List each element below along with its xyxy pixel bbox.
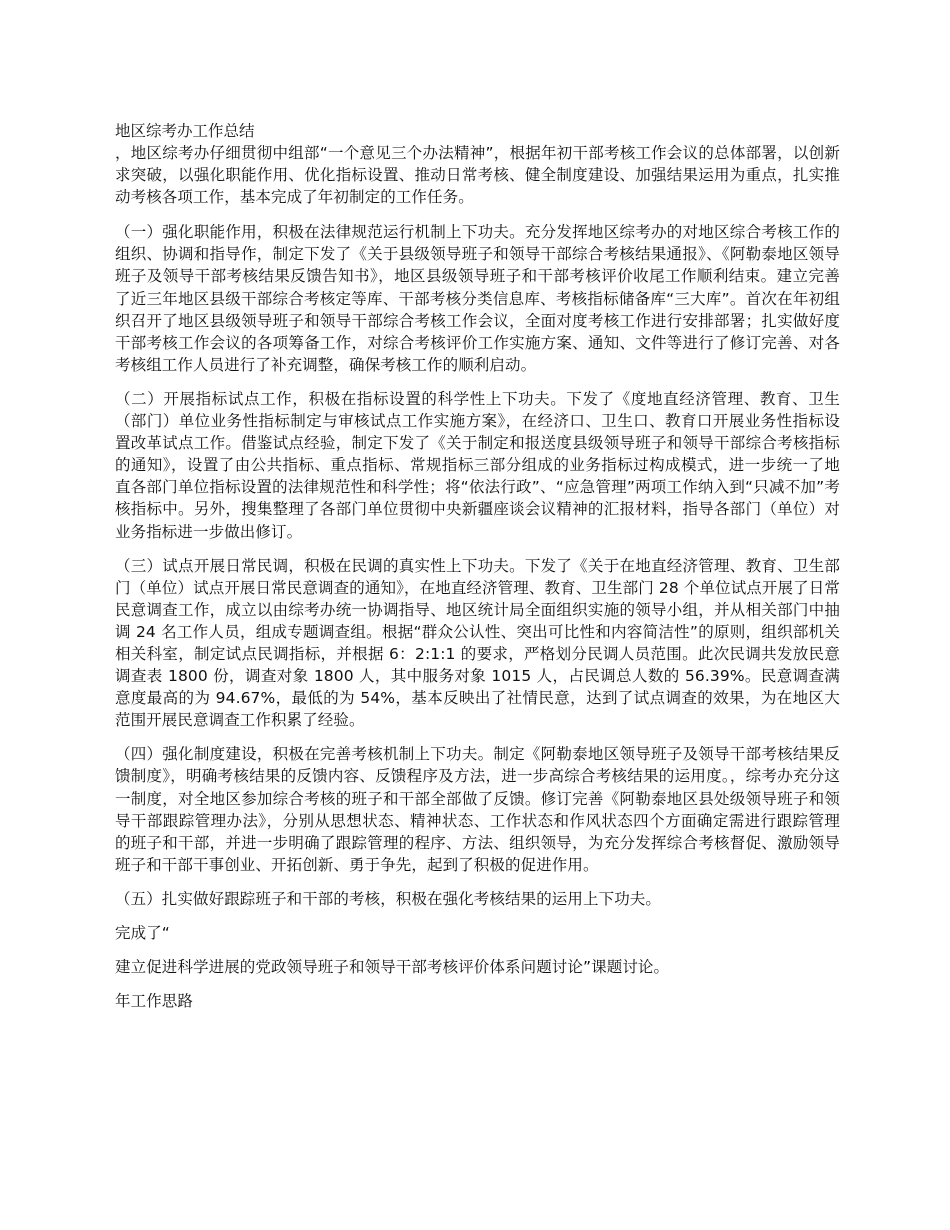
document-title: 地区综考办工作总结 [115, 122, 255, 140]
paragraph-next-year: 年工作思路 [115, 992, 194, 1011]
paragraph-section-1: （一）强化职能作用，积极在法律规范运行机制上下功夫。充分发挥地区综考办的对地区综合考核工作的组织、协调和指导作，制定下发了《关于县级领导班子和领导干部综合考核结果通报》、《阿勒泰地区领导班子及领导干部考核结果反馈告知书》，地区县级领导班子和干部考核评价收尾工作顺利结束。建立完善了近三年地区县级干部综合考核定等库、干部考核分类信息库、考核指标储备库“三大库”。首次在年初组织召开了地区县级领导班子和领导干部综合考核工作会议，全面对度考核工作进行安排部署；扎实做好度干部考核工作会议的各项筹备工作，对综合考核评价工作实施方案、通知、文件等进行了修订完善、对各考核组工作人员进行了补充调整，确保考核工作的顺利启动。 [115, 223, 840, 374]
document-page [115, 120, 840, 1012]
paragraph-completed: 完成了“ [115, 924, 170, 942]
paragraph-intro: ，地区综考办仔细贯彻中组部“一个意见三个办法精神”，根据年初干部考核工作会议的总体部署，以创新求突破，以强化职能作用、优化指标设置、推动日常考核、健全制度建设、加强结果运用为重点，扎实推动考核各项工作，基本完成了年初制定的工作任务。 [115, 144, 840, 207]
paragraph-section-2: （二）开展指标试点工作，积极在指标设置的科学性上下功夫。下发了《度地直经济管理、教育、卫生（部门）单位业务性指标制定与审核试点工作实施方案》，在经济口、卫生口、教育口开展业务性指标设置改革试点工作。借鉴试点经验，制定下发了《关于制定和报送度县级领导班子和领导干部综合考核指标的通知》，设置了由公共指标、重点指标、常规指标三部分组成的业务指标过构成模式，进一步统一了地直各部门单位指标设置的法律规范性和科学性；将“依法行政”、“应急管理”两项工作纳入到“只减不加”考核指标中。另外，搜集整理了各部门单位贯彻中央新疆座谈会议精神的汇报材料，指导各部门（单位）对业务指标进一步做出修订。 [115, 389, 840, 541]
paragraph-topic: 建立促进科学进展的党政领导班子和领导干部考核评价体系问题讨论”课题讨论。 [115, 958, 670, 977]
paragraph-section-3: （三）试点开展日常民调，积极在民调的真实性上下功夫。下发了《关于在地直经济管理、教育、卫生部门（单位）试点开展日常民意调查的通知》，在地直经济管理、教育、卫生部门 28 个单位试点开展了日常民意调查工作，成立以由综考办统一协调指导、地区统计局全面组织实施的领导小组，并从相关部门中抽调 24 名工作人员，组成专题调查组。根据“群众公认性、突出可比性和内容简洁性”的原则，组织部机关相关科室，制定试点民调指标，并根据 6：2:1:1 的要求，严格划分民调人员范围。此次民调共发放民意调查表 1800 份，调查对象 1800 人，其中服务对象 1015 人，占民调总人数的 56.39%。民意调查满意度最高的为 94.67%，最低的为 54%，基本反映出了社情民意，达到了试点调查的效果，为在地区大范围开展民意调查工作积累了经验。 [115, 556, 840, 730]
paragraph-section-4: （四）强化制度建设，积极在完善考核机制上下功夫。制定《阿勒泰地区领导班子及领导干部考核结果反馈制度》，明确考核结果的反馈内容、反馈程序及方法，进一步高综合考核结果的运用度。，综考办充分这一制度，对全地区参加综合考核的班子和干部全部做了反馈。修订完善《阿勒泰地区县处级领导班子和领导干部跟踪管理办法》，分别从思想状态、精神状态、工作状态和作风状态四个方面确定需进行跟踪管理的班子和干部，并进一步明确了跟踪管理的程序、方法、组织领导，为充分发挥综合考核督促、激励领导班子和干部干事创业、开拓创新、勇于争先，起到了积极的促进作用。 [115, 745, 840, 874]
paragraph-section-5: （五）扎实做好跟踪班子和干部的考核，积极在强化考核结果的运用上下功夫。 [115, 889, 662, 908]
